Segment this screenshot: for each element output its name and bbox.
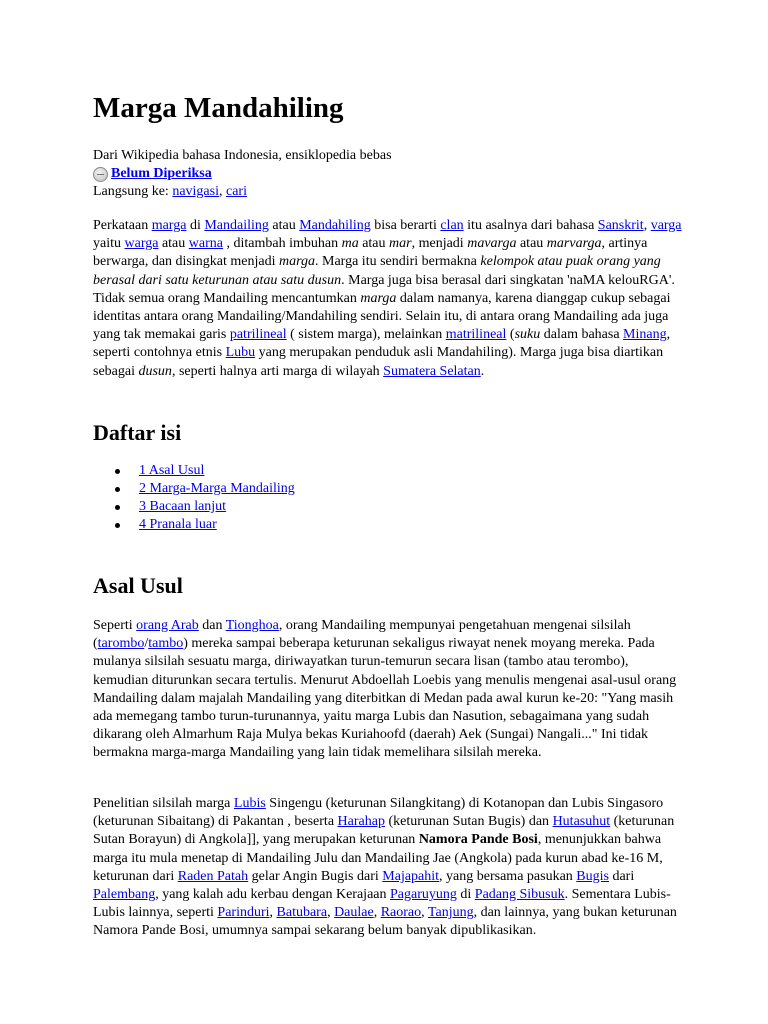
link-palembang[interactable]: Palembang <box>93 887 156 903</box>
unreviewed-icon <box>93 167 108 182</box>
site-subtitle: Dari Wikipedia bahasa Indonesia, ensiklopedia bebas <box>93 148 392 163</box>
bullet-icon <box>115 523 120 528</box>
toc-item <box>115 498 295 516</box>
link-tambo[interactable]: tambo <box>148 636 184 652</box>
toc-item <box>115 516 295 534</box>
article-meta <box>93 147 683 201</box>
review-status <box>93 165 683 183</box>
toc-heading: Daftar isi <box>93 420 182 445</box>
link-marga[interactable]: marga <box>151 218 187 233</box>
link-mandailing[interactable]: Mandailing <box>204 218 269 233</box>
review-status-link[interactable]: Belum Diperiksa <box>111 166 212 181</box>
link-minang[interactable]: Minang <box>623 327 667 343</box>
bullet-icon <box>115 469 120 474</box>
jump-navigation-link[interactable]: navigasi <box>172 184 219 199</box>
link-daulae[interactable]: Daulae <box>334 905 374 921</box>
link-varga[interactable]: varga <box>650 218 682 233</box>
link-majapahit[interactable]: Majapahit <box>382 868 440 884</box>
link-clan[interactable]: clan <box>440 218 464 233</box>
link-tarombo[interactable]: tarombo <box>97 636 145 652</box>
toc-link-pranala-luar[interactable]: 4 Pranala luar <box>139 517 217 532</box>
jump-to: Langsung ke: navigasi, cari <box>93 184 247 199</box>
link-tionghoa[interactable]: Tionghoa <box>225 618 279 633</box>
table-of-contents <box>115 462 295 534</box>
link-mandahiling[interactable]: Mandahiling <box>299 218 371 233</box>
link-patrilineal[interactable]: patrilineal <box>229 327 287 343</box>
link-batubara[interactable]: Batubara <box>276 905 328 921</box>
link-hutasuhut[interactable]: Hutasuhut <box>552 814 611 830</box>
asal-usul-paragraph-2: Penelitian silsilah marga Lubis Singengu (keturunan Silangkitang) di Kotanopan dan Lubis Singasoro (keturunan Sibaitang) di Pakantan , beserta Harahap (keturunan Sutan Bugis) dan Hutasuhut (keturunan Sutan Borayun) di Angkola]], yang merupakan keturunan Namora Pande Bosi, menunjukkan bahwa marga itu mula menetap di Mandailing Julu dan Mandailing Jae (Angkola) pada kurun abad ke-16 M, keturunan dari Raden Patah gelar Angin Bugis dari Majapahit, yang bersama pasukan Bugis dari Palembang, yang kalah adu kerbau dengan Kerajaan Pagaruyung di Padang Sibusuk. Sementara Lubis-Lubis lainnya, seperti Parinduri, Batubara, Daulae, Raorao, Tanjung, dan lainnya, yang bukan keturunan Namora Pande Bosi, umumnya sampai sekarang belum banyak dipublikasikan. <box>93 796 677 939</box>
link-raorao[interactable]: Raorao <box>380 905 422 921</box>
asal-usul-paragraph-1: Seperti orang Arab dan Tionghoa, orang Mandailing mempunyai pengetahuan mengenai silsilah (tarombo/tambo) mereka sampai beberapa keturunan sekaligus riwayat nenek moyang mereka. Pada mulanya silsilah sesuatu marga, diriwayatkan turun-temurun secara lisan (tambo atau terombo), kemudian diturunkan secara tertulis. Menurut Abdoellah Loebis yang menulis mengenai asal-usul orang Mandailing dalam majalah Mandailing yang diterbitkan di Medan pada awal kurun ke-20: "Yang masih ada memegang tambo turun-turunannya, yaitu marga Lubis dan Nasution, sebagaimana yang sudah dikarang oleh Almarhum Raja Mulya bekas Kuriahoofd (daerah) Aek (Sungai) Nangali..." Ini tidak bermakna marga-marga Mandailing yang lain tidak memelihara silsilah mereka. <box>93 618 677 761</box>
link-raden-patah[interactable]: Raden Patah <box>177 868 249 884</box>
link-harahap[interactable]: Harahap <box>337 814 385 830</box>
link-matrilineal[interactable]: matrilineal <box>445 327 507 343</box>
link-warga[interactable]: warga <box>124 236 159 252</box>
link-padang-sibusuk[interactable]: Padang Sibusuk <box>474 887 565 903</box>
toc-item <box>115 480 295 498</box>
bullet-icon <box>115 487 120 492</box>
page-title: Marga Mandahiling <box>93 92 344 124</box>
link-bugis[interactable]: Bugis <box>576 868 609 884</box>
toc-link-asal-usul[interactable]: 1 Asal Usul <box>139 463 205 478</box>
link-sumatera-selatan[interactable]: Sumatera Selatan <box>383 363 481 379</box>
section-heading-asal-usul: Asal Usul <box>93 573 183 598</box>
link-pagaruyung[interactable]: Pagaruyung <box>390 887 457 903</box>
toc-link-bacaan-lanjut[interactable]: 3 Bacaan lanjut <box>139 499 227 514</box>
link-tanjung[interactable]: Tanjung <box>427 905 474 921</box>
toc-item <box>115 462 295 480</box>
bullet-icon <box>115 505 120 510</box>
link-lubu[interactable]: Lubu <box>225 345 256 361</box>
link-warna[interactable]: warna <box>188 236 223 252</box>
jump-search-link[interactable]: cari <box>225 184 247 199</box>
intro-paragraph: Perkataan marga di Mandailing atau Mandahiling bisa berarti clan itu asalnya dari bahasa Sanskrit, varga yaitu warga atau warna , ditambah imbuhan ma atau mar, menjadi mavarga atau marvarga, artinya berwarga, dan disingkat menjadi marga. Marga itu sendiri bermakna kelompok atau puak orang yang berasal dari satu keturunan atau satu dusun. Marga juga bisa berasal dari singkatan 'naMA kelouRGA'. Tidak semua orang Mandailing mencantumkan marga dalam namanya, karena dianggap cukup sebagai identitas antara orang Mandailing/Mandahiling sendiri. Selain itu, di antara orang Mandailing ada juga yang tak memakai garis patrilineal ( sistem marga), melainkan matrilineal (suku dalam bahasa Minang, seperti contohnya etnis Lubu yang merupakan penduduk asli Mandahiling). Marga juga bisa diartikan sebagai dusun, seperti halnya arti marga di wilayah Sumatera Selatan. <box>93 218 682 379</box>
link-orang-arab[interactable]: orang Arab <box>136 618 199 633</box>
link-parinduri[interactable]: Parinduri <box>217 905 270 921</box>
link-lubis[interactable]: Lubis <box>233 796 266 811</box>
link-sanskrit[interactable]: Sanskrit <box>597 218 644 233</box>
jump-prefix: Langsung ke: <box>93 184 173 199</box>
toc-link-marga-marga[interactable]: 2 Marga-Marga Mandailing <box>139 481 295 496</box>
